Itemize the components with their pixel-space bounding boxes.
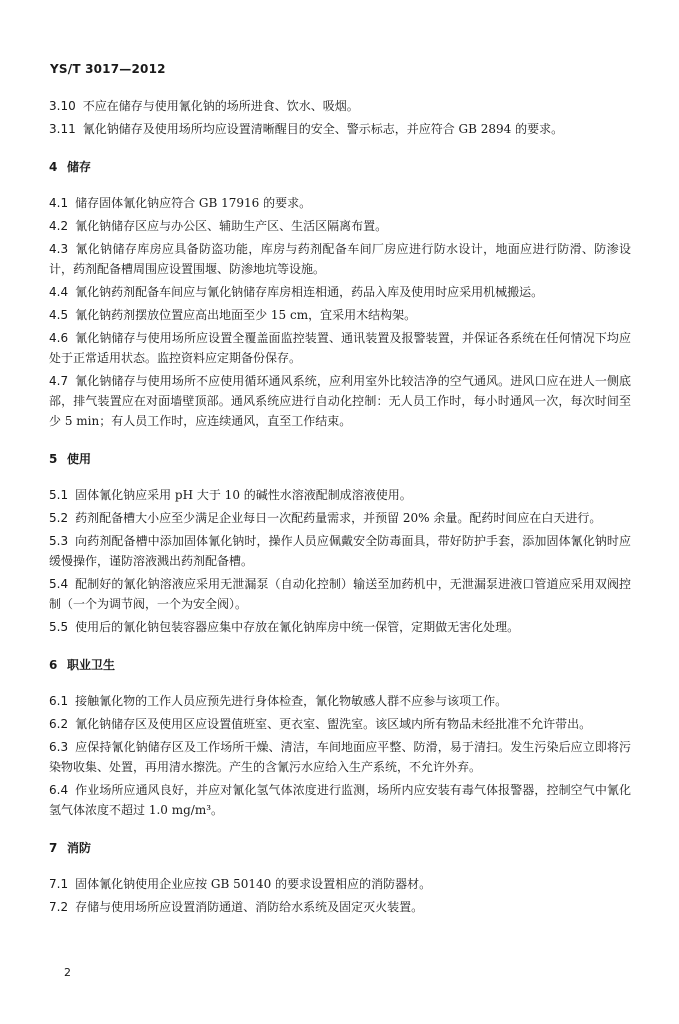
clause-number: 4.4	[49, 285, 69, 299]
clause	[49, 485, 631, 505]
clause-text: 应保持氰化钠储存区及工作场所干燥、清洁，车间地面应平整、防滑，易于清扫。发生污染后应立即将污染物收集、处置，再用清水擦洗。产生的含氰污水应给入生产系统，不允许外弃。	[49, 740, 631, 774]
clause-text: 氰化钠储存区应与办公区、辅助生产区、生活区隔离布置。	[75, 219, 388, 233]
document-body	[49, 96, 631, 920]
clause-text: 作业场所应通风良好，并应对氰化氢气体浓度进行监测，场所内应安装有毒气体报警器，控制空气中氰化氢气体浓度不超过 1.0 mg/m³。	[49, 783, 631, 817]
clause-number: 5.4	[49, 577, 69, 591]
clause	[49, 874, 631, 894]
clause	[49, 617, 631, 637]
clause	[49, 508, 631, 528]
clause-text: 氰化钠储存与使用场所不应使用循环通风系统，应利用室外比较洁净的空气通风。进风口应在进人一侧底部，排气装置应在对面墙壁顶部。通风系统应进行自动化控制：无人员工作时，每小时通风一次，每次时间至少 5 min；有人员工作时，应连续通风，直至工作结束。	[49, 374, 631, 428]
clause	[49, 282, 631, 302]
clause-number: 6.1	[49, 694, 69, 708]
section-title: 职业卫生	[67, 658, 116, 672]
clause-number: 3.11	[49, 122, 76, 136]
section-heading	[49, 655, 631, 675]
clause-text: 向药剂配备槽中添加固体氰化钠时，操作人员应佩戴安全防毒面具，带好防护手套，添加固体氰化钠时应缓慢操作，谨防溶液溅出药剂配备槽。	[49, 534, 631, 568]
section-heading	[49, 838, 631, 858]
clause	[49, 780, 631, 820]
clause-number: 5.1	[49, 488, 69, 502]
section-heading	[49, 157, 631, 177]
clause-text: 存储与使用场所应设置消防通道、消防给水系统及固定灭火装置。	[75, 900, 424, 914]
section-title: 储存	[67, 160, 92, 174]
clause-number: 4.7	[49, 374, 69, 388]
clause-number: 7.2	[49, 900, 69, 914]
clause	[49, 691, 631, 711]
clause	[49, 897, 631, 917]
section-storage	[49, 157, 631, 431]
clause-text: 固体氰化钠使用企业应按 GB 50140 的要求设置相应的消防器材。	[75, 877, 432, 891]
clause-number: 4.5	[49, 308, 69, 322]
clause-text: 氰化钠药剂配备车间应与氰化钠储存库房相连相通，药品入库及使用时应采用机械搬运。	[75, 285, 544, 299]
clause-number: 4.1	[49, 196, 69, 210]
document-code: YS/T 3017—2012	[50, 62, 166, 76]
clause	[49, 239, 631, 279]
clause	[49, 305, 631, 325]
clause-number: 3.10	[49, 99, 76, 113]
clause-number: 5.3	[49, 534, 69, 548]
clause-text: 储存固体氰化钠应符合 GB 17916 的要求。	[75, 196, 312, 210]
section-fire-protection	[49, 838, 631, 917]
clause-text: 接触氰化物的工作人员应预先进行身体检查，氰化物敏感人群不应参与该项工作。	[75, 694, 508, 708]
section-number: 7	[49, 841, 58, 855]
section-usage	[49, 449, 631, 637]
clause-text: 使用后的氰化钠包装容器应集中存放在氰化钠库房中统一保管，定期做无害化处理。	[75, 620, 520, 634]
clause-text: 氰化钠药剂摆放位置应高出地面至少 15 cm，宜采用木结构架。	[75, 308, 417, 322]
clause-text: 配制好的氰化钠溶液应采用无泄漏泵（自动化控制）输送至加药机中，无泄漏泵进液口管道应采用双阀控制（一个为调节阀，一个为安全阀）。	[49, 577, 631, 611]
clause-number: 5.5	[49, 620, 69, 634]
clause	[49, 96, 631, 116]
clause-number: 7.1	[49, 877, 69, 891]
clause-number: 6.4	[49, 783, 69, 797]
clause-number: 4.6	[49, 331, 69, 345]
section-number: 5	[49, 452, 58, 466]
section-number: 4	[49, 160, 58, 174]
clause	[49, 328, 631, 368]
section-heading	[49, 449, 631, 469]
clause-text: 固体氰化钠应采用 pH 大于 10 的碱性水溶液配制成溶液使用。	[75, 488, 412, 502]
clause-number: 5.2	[49, 511, 69, 525]
clause	[49, 714, 631, 734]
clause-text: 药剂配备槽大小应至少满足企业每日一次配药量需求，并预留 20% 余量。配药时间应在白天进行。	[75, 511, 602, 525]
clause-text: 氰化钠储存与使用场所应设置全覆盖面监控装置、通讯装置及报警装置，并保证各系统在任何情况下均应处于正常适用状态。监控资料应定期备份保存。	[49, 331, 631, 365]
section-title: 消防	[67, 841, 92, 855]
clause-number: 6.2	[49, 717, 69, 731]
clause-text: 氰化钠储存库房应具备防盗功能，库房与药剂配备车间厂房应进行防水设计，地面应进行防滑、防渗设计，药剂配备槽周围应设置围堰、防渗地坑等设施。	[49, 242, 631, 276]
clause	[49, 193, 631, 213]
clause-number: 6.3	[49, 740, 69, 754]
clause	[49, 371, 631, 431]
section-occupational-health	[49, 655, 631, 820]
clause-number: 4.2	[49, 219, 69, 233]
clause	[49, 531, 631, 571]
clause-text: 氰化钠储存区及使用区应设置值班室、更衣室、盥洗室。该区域内所有物品未经批准不允许带出。	[75, 717, 592, 731]
clause-number: 4.3	[49, 242, 69, 256]
clause-text: 氰化钠储存及使用场所均应设置清晰醒目的安全、警示标志，并应符合 GB 2894 的要求。	[82, 122, 564, 136]
clause	[49, 216, 631, 236]
section-number: 6	[49, 658, 58, 672]
clause	[49, 119, 631, 139]
clause	[49, 737, 631, 777]
clause-text: 不应在储存与使用氰化钠的场所进食、饮水、吸烟。	[82, 99, 359, 113]
clause	[49, 574, 631, 614]
page-number: 2	[64, 966, 71, 979]
lead-clauses	[49, 96, 631, 139]
section-title: 使用	[67, 452, 92, 466]
